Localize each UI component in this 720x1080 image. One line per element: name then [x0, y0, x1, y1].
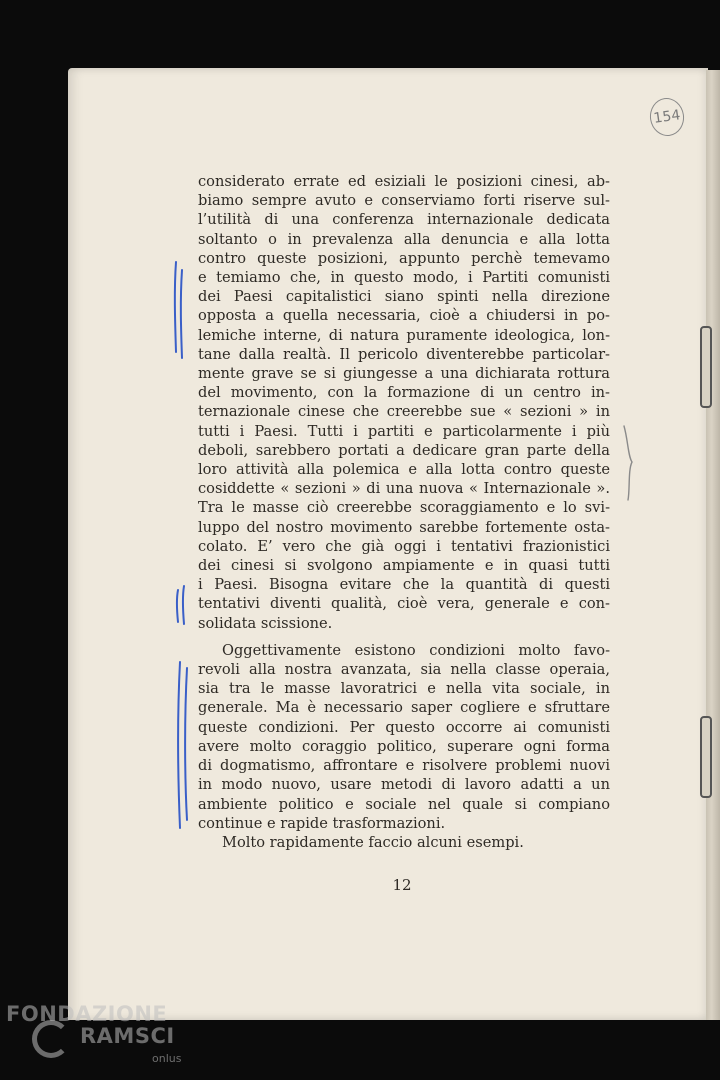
text-line: queste condizioni. Per questo occorre ai comunisti — [198, 718, 610, 736]
watermark-line1: FONDAZIONE — [6, 1002, 168, 1026]
text-line: colato. E’ vero che già oggi i tentativi frazionistici — [198, 537, 610, 555]
text-line: soltanto o in prevalenza alla denuncia e alla lotta — [198, 230, 610, 248]
text-line: l’utilità di una conferenza internazionale dedicata — [198, 211, 610, 229]
text-line: considerato errate ed esiziali le posizioni cinesi, ab- — [198, 173, 610, 190]
text-line: cosiddette « sezioni » di una nuova « Internazionale ». — [198, 480, 610, 498]
text-line: Molto rapidamente faccio alcuni esempi. — [222, 833, 524, 851]
staple-top — [700, 326, 712, 408]
text-line: revoli alla nostra avanzata, sia nella classe operaia, — [198, 661, 610, 679]
text-line: Tra le masse ciò creerebbe scoraggiamento e lo svi- — [198, 499, 610, 517]
text-line: di dogmatismo, affrontare e risolvere problemi nuovi — [198, 757, 610, 775]
page-stack-edge — [706, 70, 720, 1020]
watermark-line2: RAMSCI — [80, 1024, 175, 1048]
text-line: tentativi diventi qualità, cioè vera, generale e con- — [198, 595, 610, 613]
text-line: luppo del nostro movimento sarebbe fortemente osta- — [198, 518, 610, 536]
text-line: opposta a quella necessaria, cioè a chiudersi in po- — [198, 307, 610, 325]
text-line: sia tra le masse lavoratrici e nella vita sociale, in — [198, 680, 610, 698]
staple-bottom — [700, 716, 712, 798]
text-line: biamo sempre avuto e conserviamo forti riserve sul- — [198, 192, 610, 210]
text-line: mente grave se si giungesse a una dichiarata rottura — [198, 365, 610, 383]
text-line: generale. Ma è necessario saper cogliere e sfruttare — [198, 699, 610, 717]
text-line: del movimento, con la formazione di un centro in- — [198, 384, 610, 402]
text-line: tane dalla realtà. Il pericolo diventerebbe particolar- — [198, 345, 610, 363]
text-line: dei Paesi capitalistici siano spinti nella direzione — [198, 288, 610, 306]
watermark-line3: onlus — [152, 1052, 182, 1065]
text-line: i Paesi. Bisogna evitare che la quantità di questi — [198, 576, 610, 594]
text-line: continue e rapide trasformazioni. — [198, 814, 446, 832]
text-line: deboli, sarebbero portati a dedicare gran parte della — [198, 441, 610, 459]
text-line: dei cinesi si svolgono ampiamente e in quasi tutti — [198, 557, 610, 575]
text-line: Oggettivamente esistono condizioni molto favo- — [222, 641, 610, 659]
text-line: lemiche interne, di natura puramente ideologica, lon- — [198, 326, 610, 344]
body-text — [198, 172, 610, 852]
text-line: contro queste posizioni, appunto perchè temevamo — [198, 249, 610, 267]
text-line: ternazionale cinese che creerebbe sue « sezioni » in — [198, 403, 610, 421]
archive-number-stamp: 154 — [648, 96, 687, 138]
page-number: 12 — [392, 876, 412, 894]
text-line: e temiamo che, in questo modo, i Partiti comunisti — [198, 269, 610, 287]
text-line: tutti i Paesi. Tutti i partiti e particolarmente i più — [198, 422, 610, 440]
text-line: avere molto coraggio politico, superare ogni forma — [198, 737, 610, 755]
text-line: ambiente politico e sociale nel quale si compiano — [198, 795, 610, 813]
watermark-g-icon — [32, 1020, 70, 1058]
watermark-logo — [6, 1000, 206, 1080]
text-line: loro attività alla polemica e alla lotta contro queste — [198, 461, 610, 479]
text-line: in modo nuovo, usare metodi di lavoro adatti a un — [198, 776, 610, 794]
text-line: solidata scissione. — [198, 614, 333, 632]
